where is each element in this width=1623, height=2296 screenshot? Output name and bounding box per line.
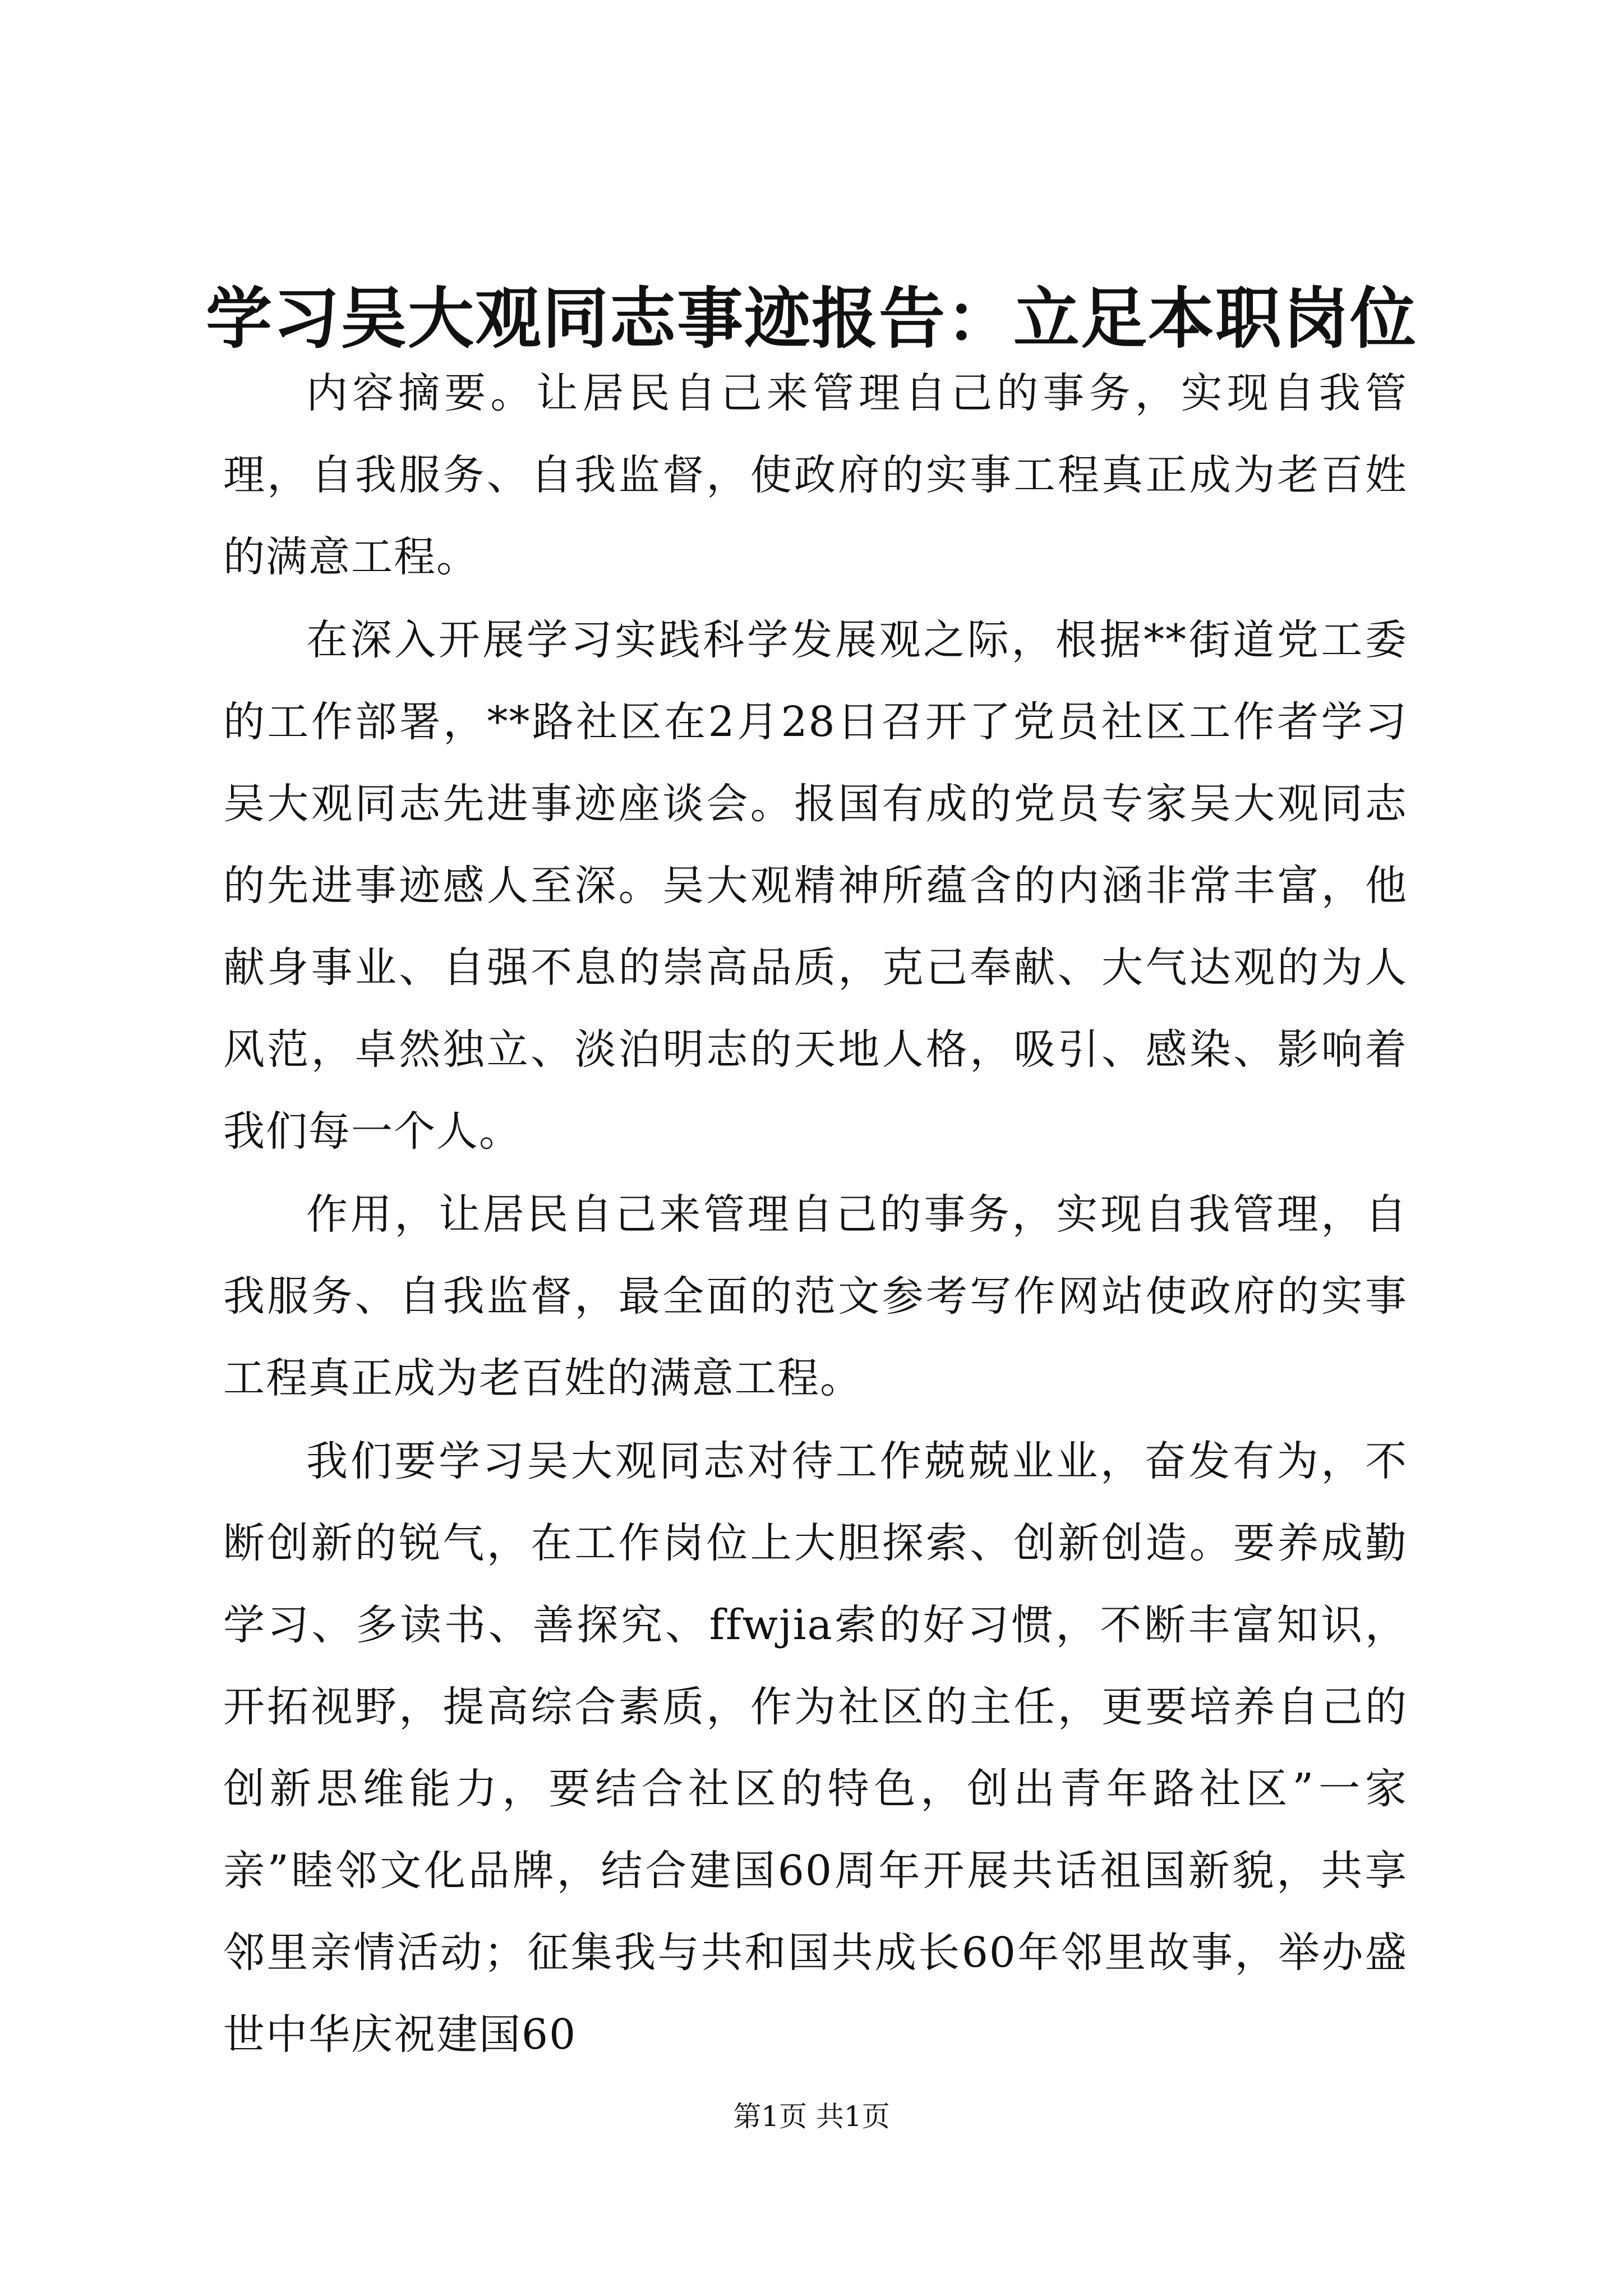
document-title: 学习吴大观同志事迹报告：立足本职岗位 — [205, 279, 1417, 357]
paragraph-background: 在深入开展学习实践科学发展观之际，根据**街道党工委的工作部署，**路社区在2月28日召开了党员社区工作者学习吴大观同志先进事迹座谈会。报国有成的党员专家吴大观同志的先进事迹感人至深。吴大观精神所蕴含的内涵非常丰富，他献身事业、自强不息的崇高品质，克己奉献、大气达观的为人风范，卓然独立、淡泊明志的天地人格，吸引、感染、影响着我们每一个人。 — [223, 616, 1408, 1156]
document-body — [223, 352, 1408, 2077]
page-footer: 第1页 共1页 — [733, 2100, 890, 2133]
paragraph-summary: 内容摘要。让居民自己来管理自己的事务，实现自我管理，自我服务、自我监督，使政府的实事工程真正成为老百姓的满意工程。 — [223, 369, 1408, 581]
paragraph-role: 作用，让居民自己来管理自己的事务，实现自我管理，自我服务、自我监督，最全面的范文参考写作网站使政府的实事工程真正成为老百姓的满意工程。 — [223, 1190, 1408, 1402]
paragraph-learning: 我们要学习吴大观同志对待工作兢兢业业，奋发有为，不断创新的锐气，在工作岗位上大胆探索、创新创造。要养成勤学习、多读书、善探究、ffwjia索的好习惯，不断丰富知识，开拓视野，提高综合素质，作为社区的主任，更要培养自己的创新思维能力，要结合社区的特色，创出青年路社区”一家亲”睦邻文化品牌，结合建国60周年开展共话祖国新貌，共享邻里亲情活动；征集我与共和国共成长60年邻里故事，举办盛世中华庆祝建国60 — [223, 1437, 1408, 2059]
